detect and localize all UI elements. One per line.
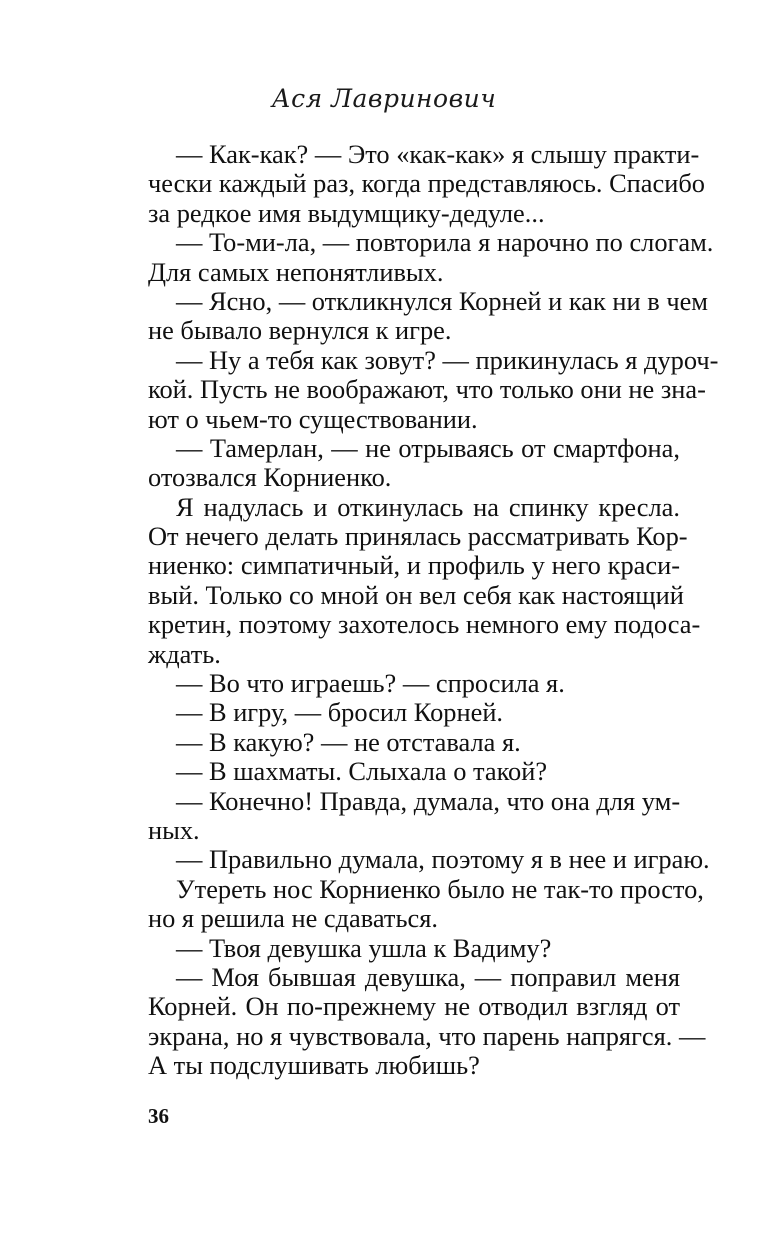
text-line: — Тамерлан, — не отрываясь от смартфона, xyxy=(176,432,680,463)
text-line: — В шахматы. Слыхала о такой? xyxy=(176,756,548,787)
text-line: — Ну а тебя как зовут? — прикинулась я дуроч- xyxy=(176,344,719,375)
text-line: — Моя бывшая девушка, — поправил меня xyxy=(176,961,680,992)
text-line: экрана, но я чувствовала, что парень напрягся. — xyxy=(148,1020,706,1051)
text-line: Для самых непонятливых. xyxy=(148,256,444,287)
text-line: — В какую? — не отставала я. xyxy=(176,726,521,757)
text-line: От нечего делать принялась рассматривать Кор- xyxy=(148,521,688,552)
text-line: Я надулась и откинулась на спинку кресла. xyxy=(176,491,680,522)
text-line: кретин, поэтому захотелось немного ему подоса- xyxy=(148,609,701,640)
page-number: 36 xyxy=(148,1104,169,1128)
text-line: — Твоя девушка ушла к Вадиму? xyxy=(176,932,552,963)
text-line: — В игру, — бросил Корней. xyxy=(176,697,504,728)
text-line: А ты подслушивать любишь? xyxy=(148,1050,480,1081)
text-line: — Правильно думала, поэтому я в нее и играю. xyxy=(176,844,710,875)
body-text xyxy=(148,139,719,1081)
text-line: Корней. Он по-прежнему не отводил взгляд от xyxy=(148,991,680,1022)
text-line: не бывало вернулся к игре. xyxy=(148,315,452,346)
text-line: Утереть нос Корниенко было не так-то просто, xyxy=(176,873,704,904)
running-head-author: Ася Лавринович xyxy=(271,84,497,113)
text-line: — Во что играешь? — спросила я. xyxy=(176,668,565,699)
text-line: ных. xyxy=(148,814,200,845)
text-line: отозвался Корниенко. xyxy=(148,462,392,493)
text-line: чески каждый раз, когда представляюсь. Спасибо xyxy=(148,168,705,199)
text-line: — Ясно, — откликнулся Корней и как ни в чем xyxy=(176,285,708,316)
text-line: ждать. xyxy=(148,638,221,669)
text-line: ют о чьем-то существовании. xyxy=(148,403,478,434)
text-line: кой. Пусть не воображают, что только они не зна- xyxy=(148,374,706,405)
text-line: вый. Только со мной он вел себя как настоящий xyxy=(148,579,684,610)
text-line: — Конечно! Правда, думала, что она для ум- xyxy=(176,785,681,816)
text-line: но я решила не сдаваться. xyxy=(148,903,438,934)
text-line: — Как-как? — Это «как-как» я слышу практи- xyxy=(176,139,700,169)
text-line: — То-ми-ла, — повторила я нарочно по слогам. xyxy=(176,227,714,258)
text-line: за редкое имя выдумщику-дедуле... xyxy=(148,197,545,228)
text-line: ниенко: симпатичный, и профиль у него краси- xyxy=(148,550,680,581)
